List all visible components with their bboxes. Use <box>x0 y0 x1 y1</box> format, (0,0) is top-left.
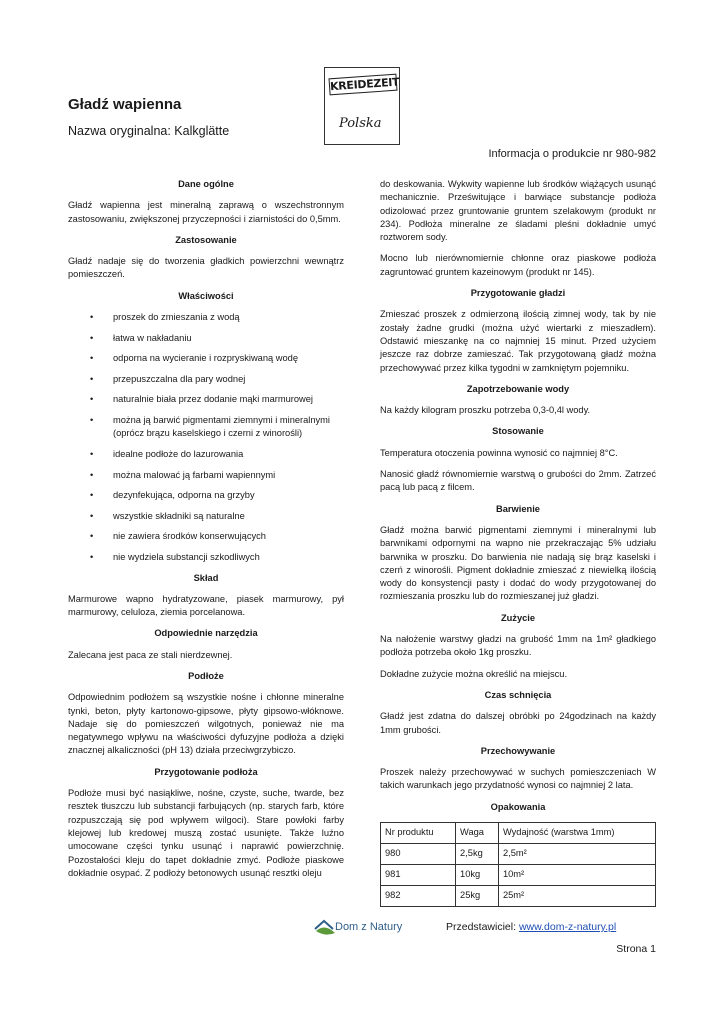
original-name: Nazwa oryginalna: Kalkglätte <box>68 124 230 138</box>
list-item: • nie zawiera środków konserwujących <box>68 530 344 543</box>
table-cell: 10kg <box>456 864 499 885</box>
section-heading: Stosowanie <box>492 426 544 437</box>
paragraph: Zalecana jest paca ze stali nierdzewnej. <box>68 649 233 660</box>
list-item: • dezynfekująca, odporna na grzyby <box>68 489 344 502</box>
right-column <box>380 178 656 907</box>
section-heading: Czas schnięcia <box>484 689 552 700</box>
table-cell: 2,5m² <box>498 843 655 864</box>
paragraph: Nanosić gładź równomiernie warstwą o grubości do 2mm. Zatrzeć pacą lub pacą z filcem. <box>380 469 656 493</box>
representative-link[interactable]: www.dom-z-natury.pl <box>518 921 617 933</box>
section-heading: Przygotowanie gładzi <box>470 288 566 299</box>
list-item: • można ją barwić pigmentami ziemnymi i mineralnymi (oprócz brązu kaselskiego i czerni z winorośli) <box>68 414 344 441</box>
table-header-row <box>381 822 656 843</box>
section-heading: Barwienie <box>496 503 540 514</box>
properties-list <box>68 311 344 564</box>
footer-logo-text: Dom z Natury <box>335 921 403 933</box>
paragraph: Gładź jest zdatna do dalszej obróbki po 24godzinach na każdy 1mm grubości. <box>380 711 656 735</box>
section-heading: Właściwości <box>178 290 234 301</box>
table-cell: 982 <box>381 885 456 906</box>
table-row <box>381 885 656 906</box>
list-item: • naturalnie biała przez dodanie mąki marmurowej <box>68 393 344 406</box>
section-heading: Przechowywanie <box>480 745 556 756</box>
list-item: • łatwa w nakładaniu <box>68 332 344 345</box>
packaging-table <box>380 822 656 907</box>
document-title: Gładź wapienna <box>68 96 182 113</box>
paragraph: Odpowiednim podłożem są wszystkie nośne i chłonne mineralne tynki, beton, płyty kartonowo-gipsowe, płyty gipsowo-włóknowe. Nadaje się do pomieszczeń wilgotnych, ponieważ nie ma negatywnego wpływu na właściwości dyfuzyjne podłoża a dzięki znacznej alkaliczności (pH 13) działa przeciwgrzybiczo. <box>68 692 344 756</box>
paragraph: Na nałożenie warstwy gładzi na grubość 1mm na 1m² gładkiego podłoża potrzeba około 1kg proszku. <box>380 634 656 658</box>
list-item: • wszystkie składniki są naturalne <box>68 510 344 523</box>
logo-region-text: Polska <box>339 116 382 131</box>
logo-brand-text: KREIDEZEIT <box>328 74 397 96</box>
section-heading: Podłoże <box>188 670 224 681</box>
section-heading: Odpowiednie narzędzia <box>154 628 258 639</box>
paragraph: Podłoże musi być nasiąkliwe, nośne, czyste, suche, twarde, bez resztek tłuszczu lub substancji farbujących (np. starych farb, które rozpuszczają się pod wpływem wilgoci). Stare powłoki farby klejowej lub kredowej muszą zostać usunięte. Także luźno umocowane części tynku usunąć i naprawić powierzchnię. Pozostałości kleju do tapet dokładnie zmyć. Podłoże piaskowe dokładnie osypać. Z podłoży betonowych usunąć resztki oleju <box>68 788 344 878</box>
list-item: • odporna na wycieranie i rozpryskiwaną wodę <box>68 352 344 365</box>
representative-label: Przedstawiciel: <box>446 921 519 933</box>
table-cell: 25kg <box>456 885 499 906</box>
table-cell: 980 <box>381 843 456 864</box>
section-heading: Skład <box>193 572 219 583</box>
page-number: Strona 1 <box>616 943 656 955</box>
paragraph: Gładź wapienna jest mineralną zaprawą o wszechstronnym zastosowaniu, zwiększonej przyczepności i ziarnistości do 0,5mm. <box>68 200 344 224</box>
paragraph: Dokładne zużycie można określić na miejscu. <box>380 668 568 679</box>
paragraph: Gładź nadaje się do tworzenia gładkich powierzchni wewnątrz pomieszczeń. <box>68 256 344 280</box>
section-heading: Opakowania <box>490 801 546 812</box>
paragraph: Na każdy kilogram proszku potrzeba 0,3-0,4l wody. <box>380 405 591 416</box>
list-item: • nie wydziela substancji szkodliwych <box>68 551 344 564</box>
paragraph: Gładź można barwić pigmentami ziemnymi i mineralnymi lub barwnikami odpornymi na wapno nie przekraczając 5% udziału barwnika w proszku. Do barwienia nie nadają się brąz kaselski i czerń z winorośli. Pigment dokładnie zmieszać z niewielką ilością wody do konsystencji pasty i dodać do wody przygotowanej do rozmieszania proszku lub do rozmieszanej już gładzi. <box>380 524 656 602</box>
table-cell: 981 <box>381 864 456 885</box>
house-leaf-icon <box>313 917 337 939</box>
list-item: • przepuszczalna dla pary wodnej <box>68 373 344 386</box>
list-item: • idealne podłoże do lazurowania <box>68 448 344 461</box>
table-header-cell: Waga <box>456 822 499 843</box>
dom-z-natury-logo <box>313 917 413 939</box>
paragraph: do deskowania. Wykwity wapienne lub środków wiążących usunąć mechanicznie. Prześwitujące i barwiące substancje podłoża odizolować przez gruntowanie gruntem szelakowym (produkt nr 234). Podłoża mineralne ze śladami pleśni dokładnie umyć roztworem sody. <box>380 179 656 243</box>
paragraph: Mocno lub nierównomiernie chłonne oraz piaskowe podłoża zagruntować gruntem kazeinowym (produkt nr 145). <box>380 253 656 277</box>
left-column <box>68 178 344 888</box>
paragraph: Zmieszać proszek z odmierzoną ilością zimnej wody, tak by nie zostały żadne grudki (można użyć wiertarki z mieszadłem). Odstawić mieszankę na co najmniej 15 minut. Przed użyciem jeszcze raz dobrze zamieszać. Tak przygotowaną gładź można przechowywać przez kilka tygodni w zamkniętym pojemniku. <box>380 309 656 373</box>
table-header-cell: Wydajność (warstwa 1mm) <box>498 822 655 843</box>
table-row <box>381 843 656 864</box>
table-header-cell: Nr produktu <box>381 822 456 843</box>
list-item: • proszek do zmieszania z wodą <box>68 311 344 324</box>
kreidezeit-logo <box>324 67 400 145</box>
table-row <box>381 864 656 885</box>
section-heading: Zastosowanie <box>175 234 237 245</box>
section-heading: Dane ogólne <box>178 179 234 189</box>
list-item: • można malować ją farbami wapiennymi <box>68 469 344 482</box>
representative <box>446 921 616 933</box>
table-cell: 25m² <box>498 885 655 906</box>
paragraph: Temperatura otoczenia powinna wynosić co najmniej 8°C. <box>380 447 618 458</box>
section-heading: Zapotrzebowanie wody <box>466 383 570 394</box>
section-heading: Przygotowanie podłoża <box>154 766 258 777</box>
table-cell: 10m² <box>498 864 655 885</box>
paragraph: Marmurowe wapno hydratyzowane, piasek marmurowy, pył marmurowy, celuloza, ziemia porcelanowa. <box>68 593 344 618</box>
section-heading: Zużycie <box>500 612 536 623</box>
table-cell: 2,5kg <box>456 843 499 864</box>
product-info-number: Informacja o produkcie nr 980-982 <box>488 148 656 160</box>
paragraph: Proszek należy przechowywać w suchych pomieszczeniach W takich warunkach jego przydatność wynosi co najmniej 2 lata. <box>380 767 656 791</box>
